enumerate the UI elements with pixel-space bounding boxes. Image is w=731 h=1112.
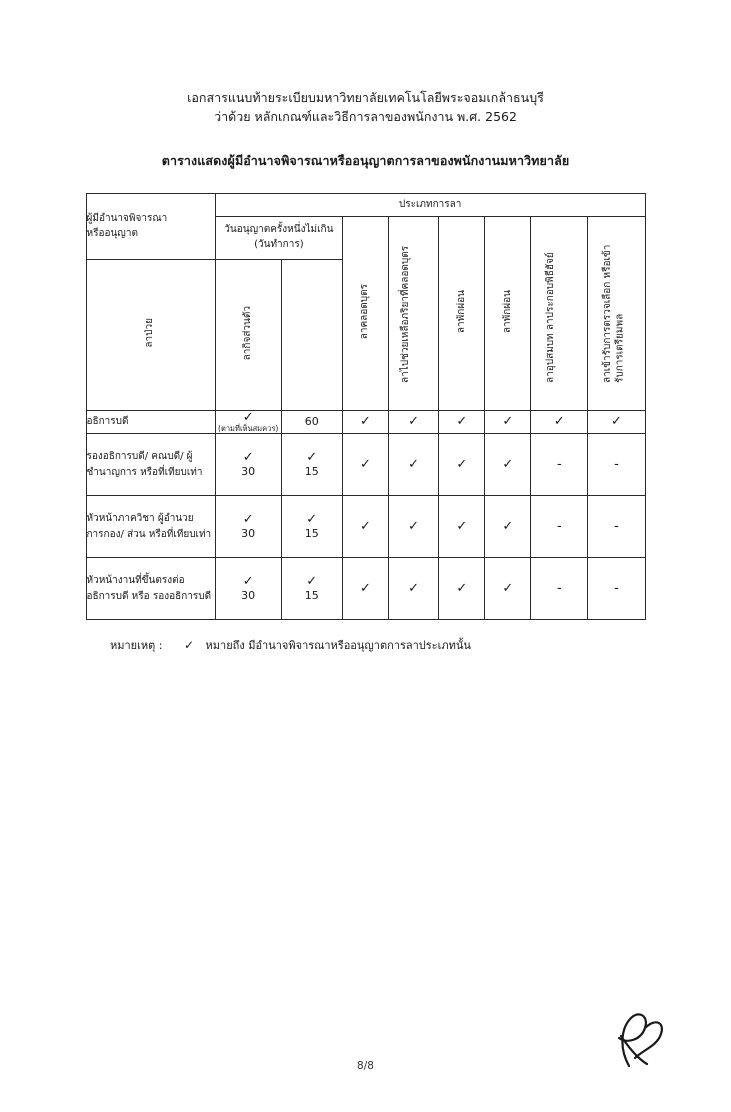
dash-mark: - (614, 457, 619, 473)
check-mark: ✓ (359, 414, 371, 430)
cell-vice-paternity (388, 434, 438, 496)
column-label-maternity: ลาคลอดบุตร (359, 284, 371, 340)
check-mark: ✓ (456, 414, 468, 430)
cell-vice-rest-2 (485, 434, 531, 496)
cell-value: 30 (241, 464, 256, 478)
cell-head-paternity (388, 496, 438, 558)
cell-unit-sick (215, 558, 281, 620)
column-header-maternity (342, 216, 388, 410)
table-header-row-1 (86, 193, 645, 216)
check-mark: ✓ (502, 457, 514, 473)
cell-value: 30 (241, 526, 256, 540)
check-mark: ✓ (502, 519, 514, 535)
cell-unit-personal (281, 558, 342, 620)
cell-head-personal (281, 496, 342, 558)
dash-mark: - (614, 519, 619, 535)
cell-vice-rest-1 (439, 434, 485, 496)
dash-mark: - (556, 519, 562, 535)
footnote-text: หมายถึง มีอำนาจพิจารณาหรืออนุญาตการลาประเภทนั้น (205, 639, 471, 653)
authority-header-line-2: หรืออนุญาต (86, 228, 138, 240)
column-header-military (588, 216, 645, 410)
check-mark: ✓ (306, 511, 318, 527)
row-authority-unit-head: หัวหน้างานที่ขึ้นตรงต่ออธิการบดี หรือ รองอธิการบดี (86, 558, 215, 620)
days-header-line-1: วันอนุญาตครั้งหนึ่งไม่เกิน (224, 224, 334, 236)
column-header-rest-1 (439, 216, 485, 410)
cell-value: 15 (304, 526, 319, 540)
cell-value: 15 (304, 464, 319, 478)
cell-rector-military (588, 410, 645, 434)
cell-rector-sick (215, 410, 281, 434)
authority-header-line-1: ผู้มีอำนาจพิจารณา (86, 213, 168, 225)
column-label-military: ลาเข้ารับการตรวจเลือก หรือเข้ารับการเตรียมพล (602, 244, 626, 383)
dash-mark: - (556, 457, 562, 473)
check-mark: ✓ (306, 449, 318, 465)
check-mark: ✓ (408, 519, 420, 535)
cell-vice-ordination (531, 434, 588, 496)
cell-head-rest-1 (439, 496, 485, 558)
cell-head-military (588, 496, 645, 558)
cell-unit-maternity (342, 558, 388, 620)
cell-vice-sick (215, 434, 281, 496)
check-mark: ✓ (242, 573, 254, 589)
cell-value: 60 (304, 414, 319, 428)
column-label-rest-1: ลาพักผ่อน (455, 290, 467, 334)
dash-mark: - (556, 581, 562, 597)
document-page (0, 88, 731, 1112)
cell-rector-maternity (342, 410, 388, 434)
cell-head-rest-2 (485, 496, 531, 558)
column-label-ordination: ลาอุปสมบท ลาประกอบพิธีฮัจย์ (545, 252, 557, 383)
row-authority-vice-rector: รองอธิการบดี/ คณบดี/ ผู้ชำนาญการ หรือที่เทียบเท่า (86, 434, 215, 496)
cell-vice-personal (281, 434, 342, 496)
dash-mark: - (614, 581, 619, 597)
authority-column-header (86, 193, 215, 259)
column-label-sick: ลาป่วย (144, 318, 156, 349)
cell-head-maternity (342, 496, 388, 558)
check-mark: ✓ (502, 414, 514, 430)
cell-rector-paternity (388, 410, 438, 434)
check-mark: ✓ (242, 409, 254, 425)
column-header-ordination (531, 216, 588, 410)
cell-unit-rest-2 (485, 558, 531, 620)
cell-head-sick (215, 496, 281, 558)
days-header-line-2: (วันทำการ) (254, 238, 304, 250)
leave-type-group-header: ประเภทการลา (215, 193, 645, 216)
check-mark: ✓ (456, 581, 468, 597)
page-number: 8/8 (357, 1060, 374, 1072)
days-limit-header (215, 216, 342, 259)
check-mark: ✓ (408, 414, 420, 430)
cell-unit-military (588, 558, 645, 620)
cell-unit-ordination (531, 558, 588, 620)
column-header-sick (86, 259, 215, 410)
table-row (86, 558, 645, 620)
cell-value: 30 (241, 588, 256, 602)
column-header-personal (215, 259, 281, 410)
column-label-rest-2: ลาพักผ่อน (501, 290, 513, 334)
check-mark: ✓ (456, 457, 468, 473)
page-title: ตารางแสดงผู้มีอำนาจพิจารณาหรืออนุญาตการลาของพนักงานมหาวิทยาลัย (161, 152, 570, 168)
cell-unit-paternity (388, 558, 438, 620)
cell-rector-rest-2 (485, 410, 531, 434)
column-header-paternity (388, 216, 438, 410)
header-line-2: ว่าด้วย หลักเกณฑ์และวิธีการลาของพนักงาน พ.ศ. 2562 (214, 109, 517, 125)
row-authority-rector: อธิการบดี (86, 410, 215, 434)
table-row (86, 434, 645, 496)
leave-authority-table (86, 193, 646, 621)
cell-rector-ordination (531, 410, 588, 434)
table-row (86, 496, 645, 558)
cell-rector-rest-1 (439, 410, 485, 434)
check-mark: ✓ (610, 414, 622, 430)
column-header-rest-2 (485, 216, 531, 410)
cell-rector-personal (281, 410, 342, 434)
table-row (86, 410, 645, 434)
check-mark: ✓ (359, 581, 371, 597)
check-mark: ✓ (242, 449, 254, 465)
check-mark: ✓ (306, 573, 318, 589)
check-mark: ✓ (359, 519, 371, 535)
header-line-1: เอกสารแนบท้ายระเบียบมหาวิทยาลัยเทคโนโลยีพระจอมเกล้าธนบุรี (187, 90, 544, 105)
cell-vice-military (588, 434, 645, 496)
cell-value: 15 (304, 588, 319, 602)
check-mark: ✓ (553, 414, 565, 430)
check-mark: ✓ (408, 581, 420, 597)
check-mark: ✓ (242, 511, 254, 527)
check-mark: ✓ (359, 457, 371, 473)
footnote-label: หมายเหตุ : (110, 639, 163, 653)
cell-head-ordination (531, 496, 588, 558)
check-mark: ✓ (502, 581, 514, 597)
cell-unit-rest-1 (439, 558, 485, 620)
check-mark: ✓ (408, 457, 420, 473)
column-label-personal: ลากิจส่วนตัว (241, 306, 253, 361)
cell-vice-maternity (342, 434, 388, 496)
check-icon: ✓ (183, 638, 195, 653)
check-mark: ✓ (456, 519, 468, 535)
footnote (110, 636, 731, 654)
row-authority-head-of-department: หัวหน้าภาควิชา ผู้อำนวยการกอง/ ส่วน หรือที่เทียบเท่า (86, 496, 215, 558)
cell-note: (ตามที่เห็นสมควร) (218, 424, 279, 434)
document-header (0, 88, 731, 127)
column-label-paternity: ลาไปช่วยเหลือภริยาที่คลอดบุตร (399, 245, 411, 383)
